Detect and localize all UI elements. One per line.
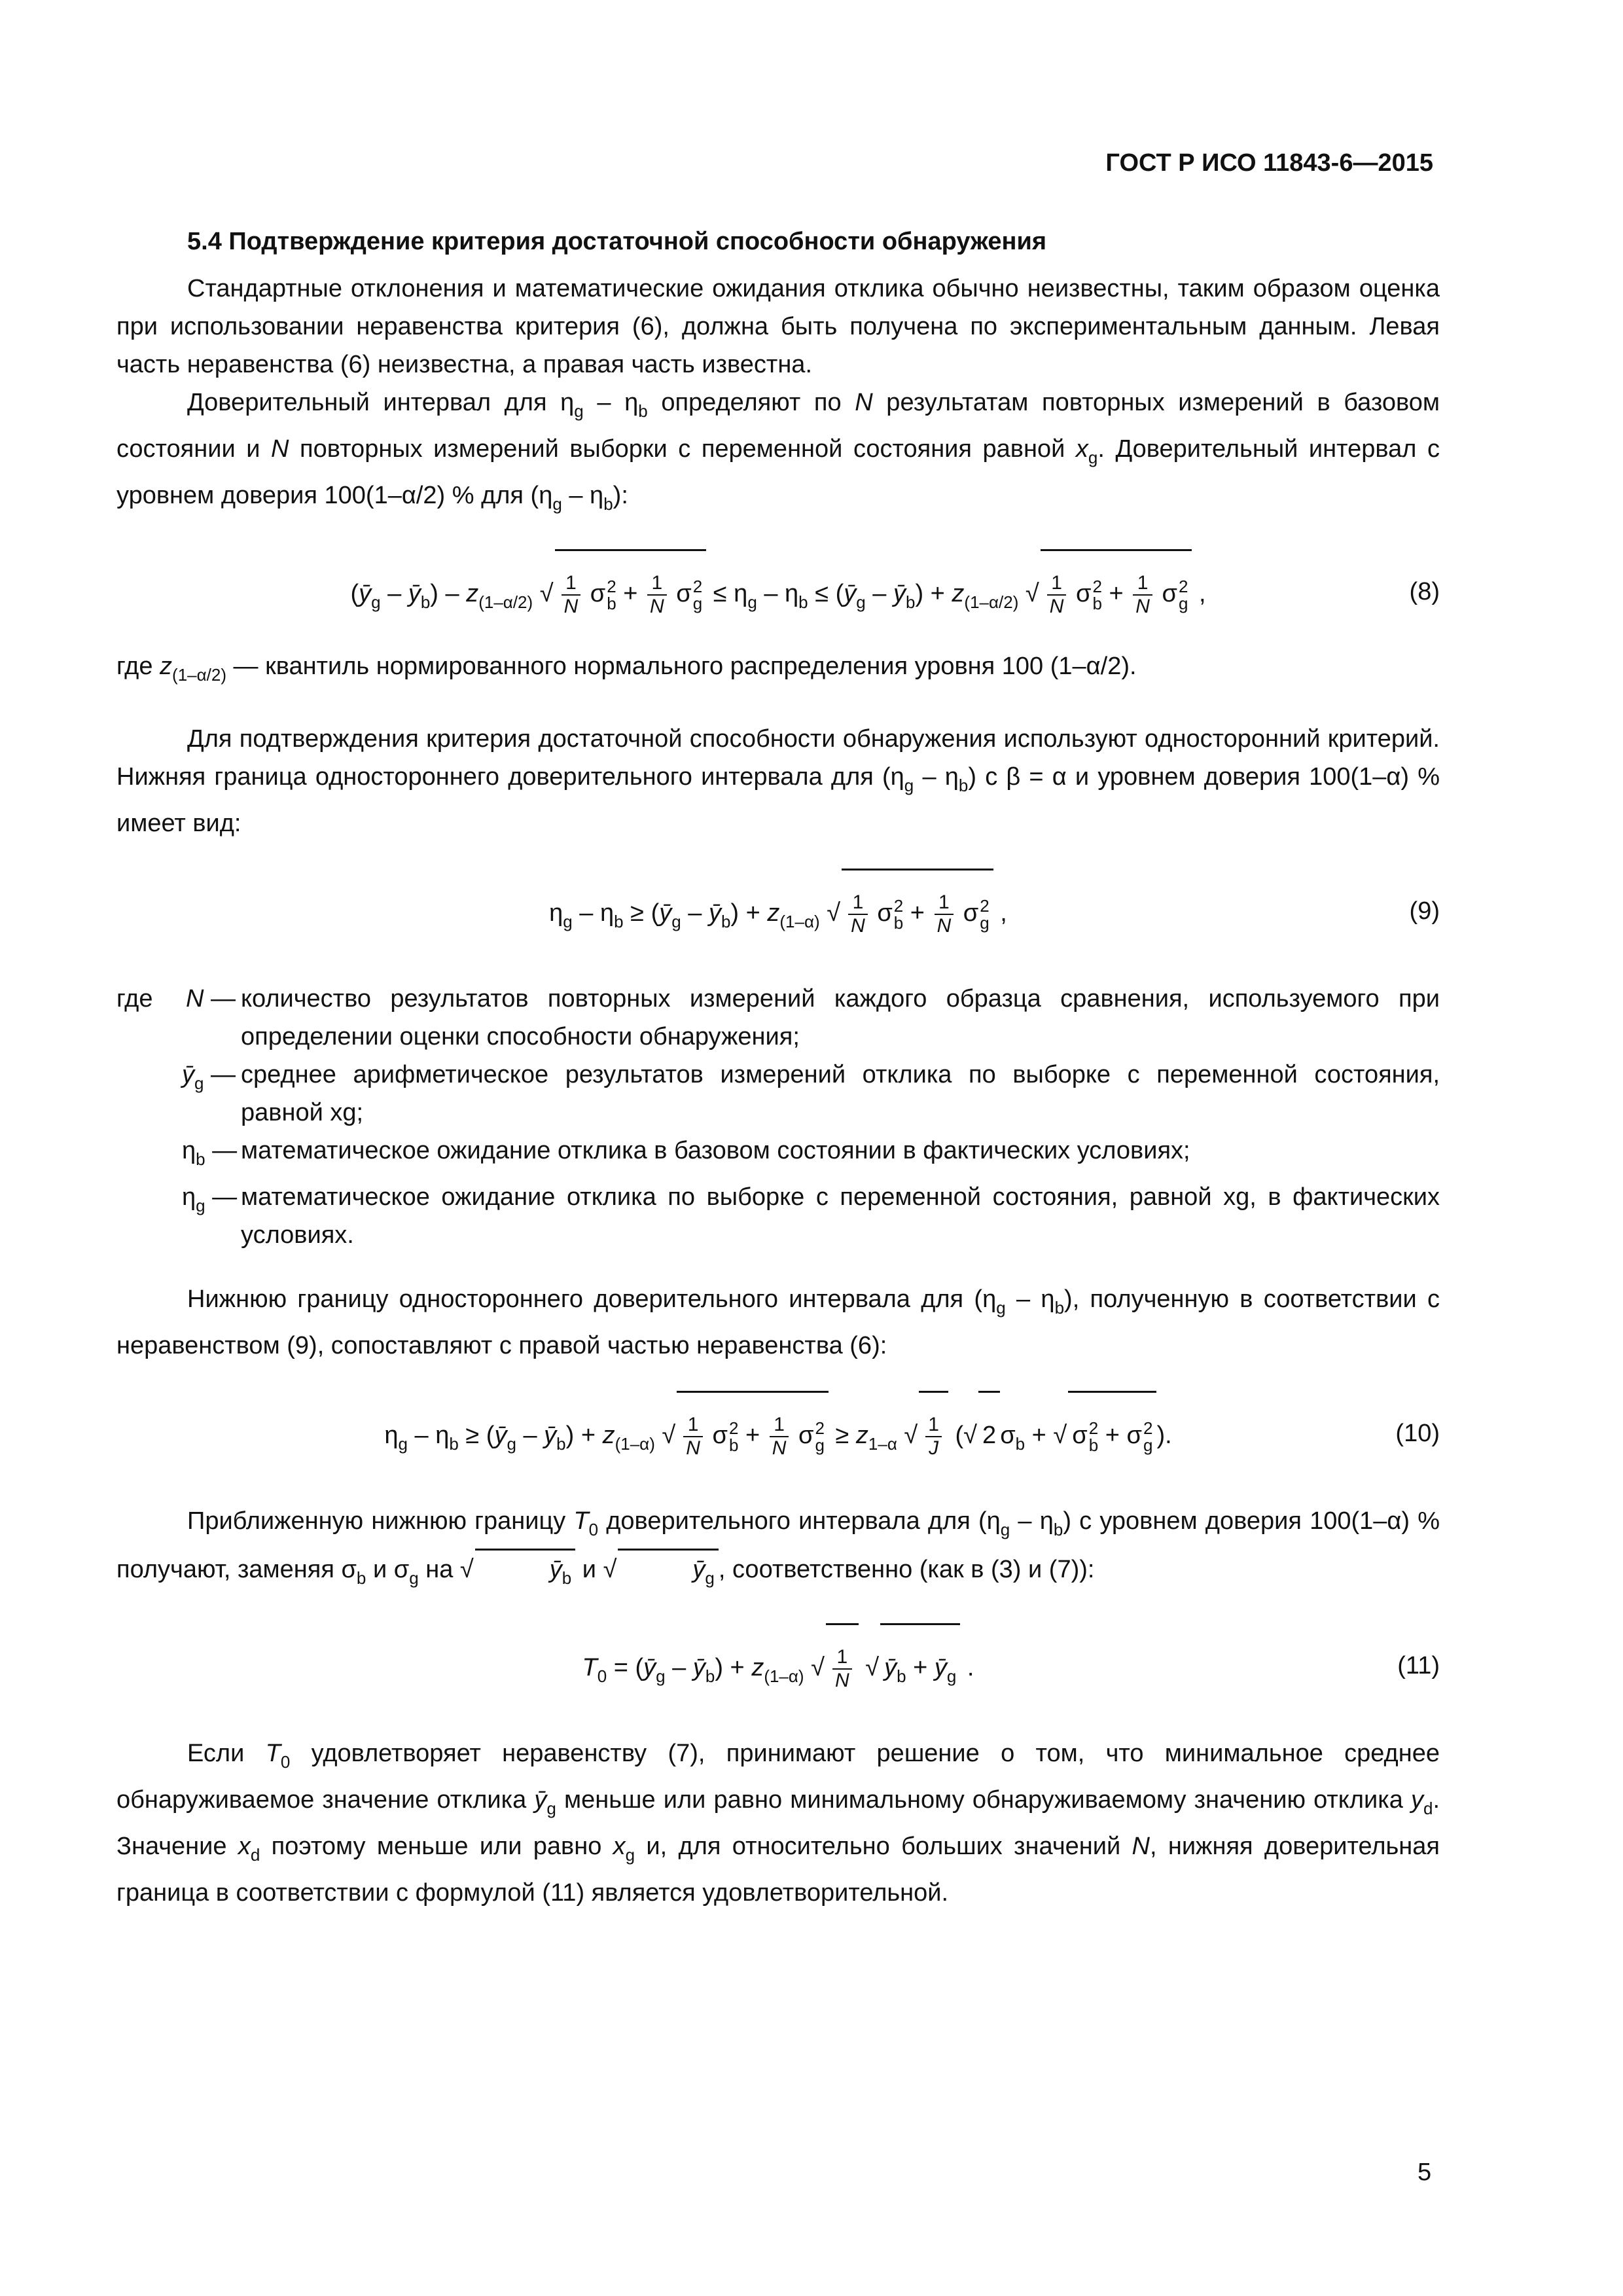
paragraph-3: Для подтверждения критерия достаточной способности обнаружения используют односторонний критерий. Нижняя граница одностороннего доверительного интервала для $(\eta_g - \eta_b)$ с β = α и уровнем доверия 100(1–α) % имеет вид: bbox=[116, 725, 1440, 837]
page-number: 5 bbox=[1418, 2159, 1432, 2186]
equation-10: $\eta_g - \eta_b$ ≥ ($ȳ_g$ – $ȳ_b) + z_{(1-\alpha)}$ √ $\frac{1}{N}$ σ 2 b + $\frac{1}{N}$ σ 2 g ≥ $z_{1-\alpha}$ √ $\frac{1}{J}$ (√ 2 $\sigma_b$ + √ σ 2 b + σ 2 g ). (10) bbox=[116, 1391, 1440, 1476]
section-title: 5.4 Подтверждение критерия достаточной способности обнаружения bbox=[187, 228, 1046, 255]
def-text-eta-g: математическое ожидание отклика по выборке с переменной состояния, равной xg, в фактических условиях. bbox=[241, 1183, 1440, 1249]
equation-11: $T_0$ = ($ȳ_g$ – $ȳ_b) + z_{(1-\alpha)}$ √ $\frac{1}{N}$ √ $ȳ_b$ + $ȳ_g$ . (11) bbox=[116, 1623, 1440, 1708]
def-symbol-eta-g: $\eta_g$ — bbox=[182, 1183, 238, 1215]
paragraph-2: Доверительный интервал для $\eta_g - \eta_b$ определяют по N результатам повторных измерений в базовом состоянии и N повторных измерений выборки с переменной состояния равной $x_g$. Доверительный интервал с уровнем доверия 100(1–α/2) % для $(\eta_g - \eta_b)$: bbox=[116, 389, 1440, 514]
def-text-yg: среднее арифметическое результатов измерений отклика по выборке с переменной состояния, равной xg; bbox=[241, 1061, 1440, 1126]
def-symbol-eta-b: $\eta_b$ — bbox=[182, 1137, 238, 1169]
equation-8: ($ȳ_g$ – $ȳ_b) - z_{(1-\alpha/2)}$ √ $\frac{1}{N}$ σ 2 b + $\frac{1}{N}$ σ 2 g ≤ $\eta_g - \eta_b$ ≤ ($ȳ_g$ – $ȳ_b) + z_{(1-\alpha/2)}$ √ $\frac{1}{N}$ σ 2 b + $\frac{1}{N}$ σ 2 g , (8) bbox=[116, 549, 1440, 634]
where-label: где bbox=[116, 985, 153, 1013]
definitions-list bbox=[116, 980, 1440, 1254]
equation-11-number: (11) bbox=[1397, 1652, 1440, 1679]
equation-9-number: (9) bbox=[1409, 897, 1440, 925]
paragraph-5: Приближенную нижнюю границу $T_0$ доверительного интервала для $(\eta_g - \eta_b)$ с уровнем доверия 100(1–α) % получают, заменяя $\sigma_b$ и $\sigma_g$ на √ $ȳ_b$ и √ $ȳ_g$ , соответственно (как в (3) и (7)): bbox=[116, 1502, 1440, 1597]
equation-10-number: (10) bbox=[1395, 1420, 1440, 1447]
def-text-n: количество результатов повторных измерений каждого образца сравнения, используемого при определении оценки способности обнаружения; bbox=[241, 985, 1440, 1050]
paragraph-4: Нижнюю границу одностороннего доверительного интервала для $(\eta_g - \eta_b)$, полученную в соответствии с неравенством (9), сопоставляют с правой частью неравенства (6): bbox=[116, 1285, 1440, 1359]
paragraph-1: Стандартные отклонения и математические ожидания отклика обычно неизвестны, таким образом оценка при использовании неравенства критерия (6), должна быть получена по экспериментальным данным. Левая часть неравенства (6) неизвестна, а правая часть известна. bbox=[116, 275, 1440, 378]
equation-9: $\eta_g - \eta_b$ ≥ ($ȳ_g$ – $ȳ_b) + z_{(1-\alpha)}$ √ $\frac{1}{N}$ σ 2 b + $\frac{1}{N}$ σ 2 g , (9) bbox=[116, 869, 1440, 954]
document-code: ГОСТ Р ИСО 11843-6—2015 bbox=[1105, 149, 1433, 177]
def-symbol-yg: $ȳ_g$ — bbox=[182, 1061, 236, 1093]
where-z-quantile: где $z_{(1-\alpha/2)}$ — квантиль нормированного нормального распределения уровня 100 (1–α/2). bbox=[116, 653, 1137, 685]
equation-8-number: (8) bbox=[1409, 578, 1440, 605]
def-text-eta-b: математическое ожидание отклика в базовом состоянии в фактических условиях; bbox=[241, 1137, 1190, 1164]
page-content bbox=[116, 223, 1440, 1912]
def-symbol-n: N — bbox=[185, 985, 236, 1013]
paragraph-6: Если $T_0$ удовлетворяет неравенству (7), принимают решение о том, что минимальное среднее обнаруживаемое значение отклика $ȳ_g$ меньше или равно минимальному обнаруживаемому значению отклика $y_d$. Значение $x_d$ поэтому меньше или равно $x_g$ и, для относительно больших значений N, нижняя доверительная граница в соответствии с формулой (11) является удовлетворительной. bbox=[116, 1740, 1440, 1907]
